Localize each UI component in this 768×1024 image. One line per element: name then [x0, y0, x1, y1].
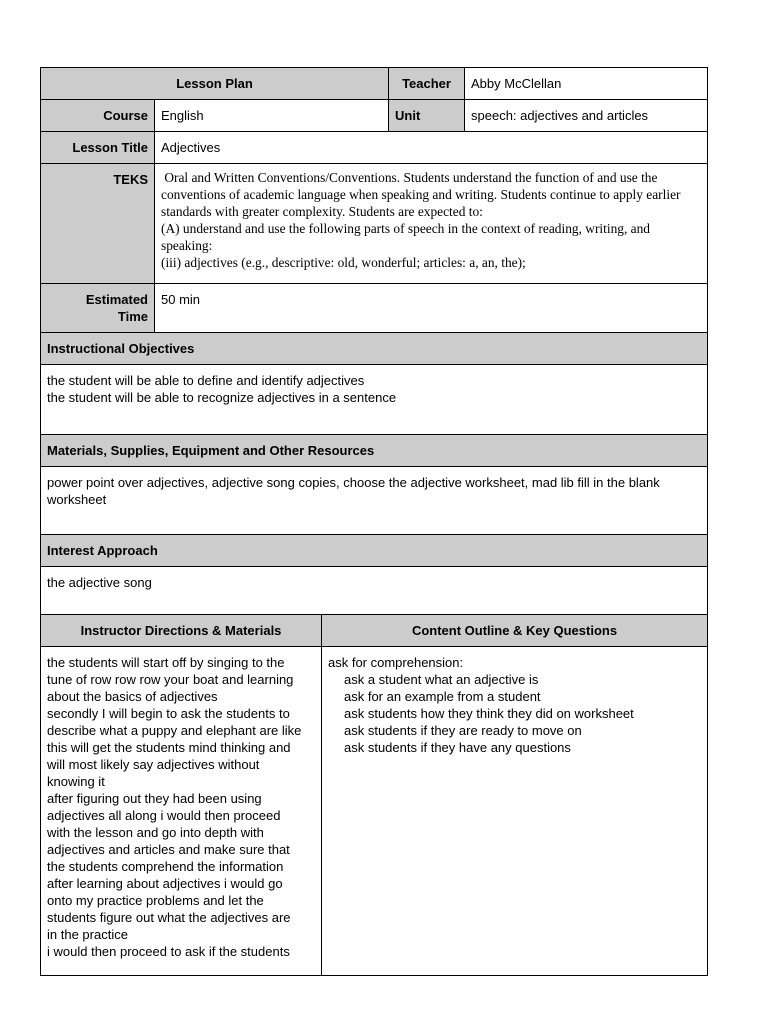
- teacher-label: Teacher: [389, 68, 465, 100]
- content-heading: Content Outline & Key Questions: [322, 615, 708, 647]
- materials-line: power point over adjectives, adjective song copies, choose the adjective worksheet, mad lib fill in the blank: [47, 475, 660, 490]
- teks-line: (A) understand and use the following parts of speech in the context of reading, writing, and: [161, 221, 650, 236]
- instructor-line: in the practice: [47, 927, 128, 942]
- materials-content: [41, 467, 708, 535]
- estimated-time-value: 50 min: [155, 284, 708, 333]
- instructor-line: adjectives and articles and make sure that: [47, 842, 290, 857]
- teacher-value: Abby McClellan: [465, 68, 708, 100]
- instructor-line: secondly I will begin to ask the students to: [47, 706, 290, 721]
- unit-value: speech: adjectives and articles: [465, 100, 708, 132]
- lesson-title-value: Adjectives: [155, 132, 708, 164]
- teks-line: standards with greater complexity. Students are expected to:: [161, 204, 483, 219]
- instructor-line: about the basics of adjectives: [47, 689, 218, 704]
- objective-line: the student will be able to define and identify adjectives: [47, 373, 365, 388]
- course-label: Course: [41, 100, 155, 132]
- course-value: English: [155, 100, 389, 132]
- content-item: ask students how they think they did on worksheet: [344, 706, 634, 721]
- unit-label: Unit: [389, 100, 465, 132]
- teks-label: TEKS: [41, 164, 155, 284]
- instructor-line: after learning about adjectives i would go: [47, 876, 283, 891]
- objectives-content: [41, 365, 708, 435]
- lesson-sections-table: [40, 332, 708, 976]
- objective-line: the student will be able to recognize adjectives in a sentence: [47, 390, 397, 405]
- teks-content: [155, 164, 708, 284]
- instructor-content: [41, 647, 322, 976]
- content-item: ask for an example from a student: [344, 689, 541, 704]
- lesson-plan-heading: Lesson Plan: [41, 68, 389, 100]
- teks-line: (iii) adjectives (e.g., descriptive: old, wonderful; articles: a, an, the);: [161, 255, 526, 270]
- instructor-line: tune of row row row your boat and learning: [47, 672, 294, 687]
- content-intro: ask for comprehension:: [328, 655, 464, 670]
- instructor-line: after figuring out they had been using: [47, 791, 262, 806]
- lesson-plan-document: [40, 67, 707, 976]
- interest-heading: Interest Approach: [41, 535, 708, 567]
- materials-line: worksheet: [47, 492, 107, 507]
- objectives-heading: Instructional Objectives: [41, 333, 708, 365]
- instructor-line: i would then proceed to ask if the students: [47, 944, 290, 959]
- instructor-line: adjectives all along i would then proceed: [47, 808, 281, 823]
- instructor-line: will most likely say adjectives without: [47, 757, 260, 772]
- content-item: ask a student what an adjective is: [344, 672, 539, 687]
- instructor-heading: Instructor Directions & Materials: [41, 615, 322, 647]
- lesson-title-label: Lesson Title: [41, 132, 155, 164]
- instructor-line: this will get the students mind thinking and: [47, 740, 291, 755]
- instructor-line: the students will start off by singing to the: [47, 655, 285, 670]
- estimated-time-label: [41, 284, 155, 333]
- instructor-line: onto my practice problems and let the: [47, 893, 264, 908]
- instructor-line: knowing it: [47, 774, 105, 789]
- time-label-line: Time: [117, 309, 148, 324]
- materials-heading: Materials, Supplies, Equipment and Other Resources: [41, 435, 708, 467]
- estimated-label-line: Estimated: [85, 292, 148, 307]
- instructor-line: describe what a puppy and elephant are like: [47, 723, 302, 738]
- teks-line: speaking:: [161, 238, 213, 253]
- instructor-line: the students comprehend the information: [47, 859, 284, 874]
- lesson-info-table: [40, 67, 708, 333]
- content-item: ask students if they are ready to move on: [344, 723, 582, 738]
- instructor-line: with the lesson and go into depth with: [47, 825, 264, 840]
- content-outline: [322, 647, 708, 976]
- interest-content: the adjective song: [41, 567, 708, 615]
- instructor-line: students figure out what the adjectives are: [47, 910, 291, 925]
- content-item: ask students if they have any questions: [344, 740, 571, 755]
- teks-line: Oral and Written Conventions/Conventions. Students understand the function of and use the: [161, 170, 658, 185]
- teks-line: conventions of academic language when speaking and writing. Students continue to apply earlier: [161, 187, 681, 202]
